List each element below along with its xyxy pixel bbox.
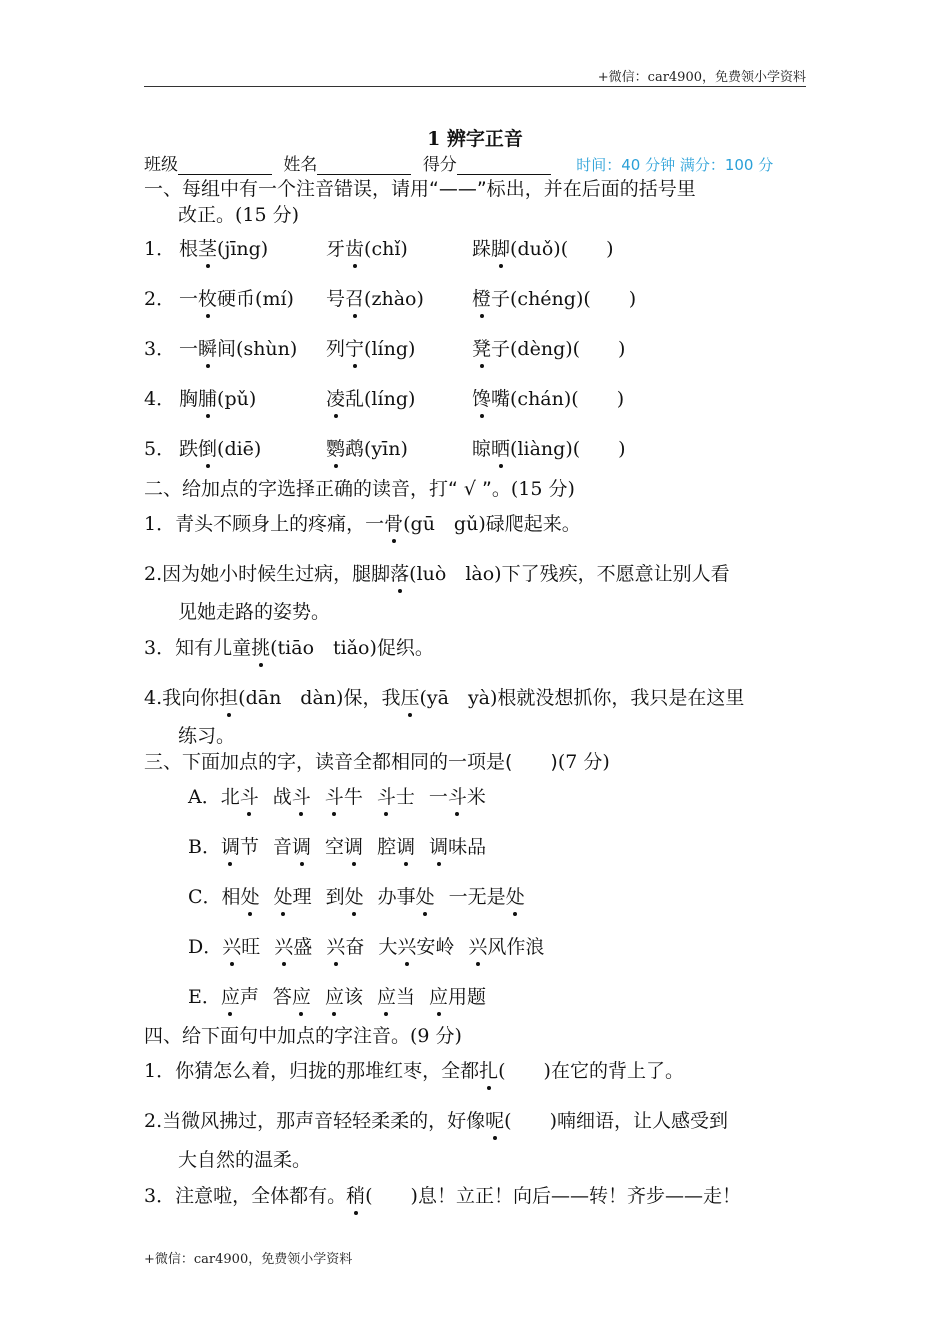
s4-item-2-cont: 大自然的温柔。	[178, 1149, 312, 1171]
name-label: 姓名	[283, 155, 318, 175]
word-char: 办事	[377, 886, 416, 908]
word-pinyin: (diē)	[217, 438, 262, 460]
word-char: 北	[220, 786, 240, 808]
word-char: 晾	[472, 438, 492, 460]
class-blank[interactable]	[178, 156, 272, 175]
option-word	[377, 986, 415, 1008]
section4-heading	[144, 1021, 462, 1048]
option-word	[325, 786, 363, 808]
word-char: 味品	[448, 836, 487, 858]
word-pinyin: 间(shùn)	[217, 338, 298, 360]
s1-row-4-word-b	[326, 384, 415, 411]
s1-row-number: 3．	[144, 338, 176, 360]
dotted-char: 挑	[251, 637, 271, 659]
option-word	[273, 786, 311, 808]
time-score-info: 时间：40 分钟 满分：100 分	[576, 156, 774, 174]
option-word	[429, 986, 486, 1008]
option-word	[429, 836, 486, 858]
class-label: 班级	[144, 155, 178, 175]
dotted-char: 兴	[468, 936, 488, 958]
dotted-char: 呢	[485, 1110, 505, 1132]
s3-option-e	[188, 982, 500, 1009]
word-char: 一	[428, 786, 448, 808]
dotted-char: 应	[429, 986, 449, 1008]
word-char: 号	[326, 288, 346, 310]
word-char: 当	[395, 986, 415, 1008]
word-pinyin: (pǔ)	[217, 388, 257, 410]
dotted-char: 调	[292, 836, 312, 858]
item-text: (dān dàn)保，我	[238, 687, 401, 709]
s1-row-5-word-b	[326, 434, 408, 461]
s1-row-number: 2．	[144, 288, 176, 310]
word-char: 列	[326, 338, 346, 360]
item-text: 你猜怎么着，归拢的那堆红枣，全都	[175, 1060, 480, 1082]
word-char: 答	[272, 986, 292, 1008]
dotted-char: 骨	[384, 513, 404, 535]
item-text: (luò lào)下了残疾，不愿意让别人看	[409, 563, 730, 585]
dotted-char: 担	[219, 687, 239, 709]
s4-item-3	[144, 1181, 741, 1208]
dotted-char: 应	[376, 986, 396, 1008]
section1-score: (15 分)	[235, 204, 300, 226]
word-pinyin: 子(chéng)( )	[491, 288, 637, 310]
s2-item-2	[144, 559, 730, 586]
dotted-char: 兴	[222, 936, 242, 958]
word-char: 音	[273, 836, 293, 858]
dotted-char: 召	[345, 288, 365, 310]
dotted-char: 斗	[376, 786, 396, 808]
option-word	[222, 936, 260, 958]
word-char: 战	[272, 786, 292, 808]
dotted-char: 调	[344, 836, 364, 858]
dotted-char: 橙	[472, 288, 492, 310]
option-word	[377, 786, 415, 808]
section4-heading-text: 四、给下面句中加点的字注音。	[144, 1025, 411, 1047]
dotted-char: 处	[240, 886, 260, 908]
header-rule	[144, 86, 806, 87]
word-char: 跌	[179, 438, 199, 460]
option-word	[221, 786, 259, 808]
s3-option-b	[188, 832, 500, 859]
dotted-char: 斗	[291, 786, 311, 808]
word-pinyin: (zhào)	[364, 288, 424, 310]
s1-row-4-word-c	[472, 384, 624, 411]
word-pinyin: 鹉(yīn)	[345, 438, 408, 460]
option-word	[326, 936, 364, 958]
name-blank[interactable]	[317, 156, 411, 175]
s1-row-1-word-b	[326, 234, 408, 261]
word-char: 安岭	[416, 936, 455, 958]
s1-row-5-word-a	[179, 434, 261, 461]
s3-option-d	[188, 932, 558, 959]
option-word	[273, 836, 311, 858]
section3-score: (7 分)	[557, 751, 610, 773]
item-text: ( )在它的背上了。	[498, 1060, 684, 1082]
dotted-char: 瞬	[198, 338, 218, 360]
dotted-char: 调	[396, 836, 416, 858]
dotted-char: 枚	[198, 288, 218, 310]
word-pinyin: (chǐ)	[364, 238, 408, 260]
item-text: 青头不顾身上的疼痛，一	[175, 513, 385, 535]
word-pinyin: (jīng)	[217, 238, 269, 260]
s1-row-1-word-a	[179, 234, 268, 261]
s1-row-2-word-a	[179, 284, 294, 311]
dotted-char: 调	[429, 836, 449, 858]
option-word	[378, 886, 435, 908]
word-char: 该	[343, 986, 363, 1008]
s1-row-number: 1．	[144, 238, 176, 260]
dotted-char: 凌	[326, 388, 346, 410]
section4-score: (9 分)	[410, 1025, 462, 1047]
item-text: (gū gǔ)碌爬起来。	[403, 513, 581, 535]
option-word	[274, 936, 312, 958]
item-text: 我向你	[162, 687, 220, 709]
word-pinyin: 乱(líng)	[345, 388, 416, 410]
s1-row-1-word-c	[472, 234, 614, 261]
student-info-line	[144, 150, 773, 175]
word-char: 牙	[326, 238, 346, 260]
word-pinyin: 嘴(chán)( )	[491, 388, 625, 410]
section3-heading-text: 三、下面加点的字，读音全都相同的一项是( )	[144, 751, 558, 773]
word-char: 到	[325, 886, 345, 908]
option-word	[222, 886, 260, 908]
option-word	[274, 886, 312, 908]
dotted-char: 兴	[274, 936, 294, 958]
option-word	[273, 986, 311, 1008]
s2-item-3	[144, 633, 434, 660]
score-label: 得分	[422, 155, 457, 175]
item-text: 注意啦，全体都有。	[175, 1185, 347, 1207]
s1-row-3-word-a	[179, 334, 297, 361]
dotted-char: 鹦	[326, 438, 346, 460]
option-word	[325, 836, 363, 858]
dotted-char: 落	[390, 563, 410, 585]
s3-option-c	[188, 882, 539, 909]
dotted-char: 晒	[491, 438, 511, 460]
s1-row-number: 5．	[144, 438, 176, 460]
option-word	[221, 986, 259, 1008]
option-word	[429, 786, 486, 808]
s2-item-4	[144, 683, 744, 710]
dotted-char: 倒	[198, 438, 218, 460]
option-word	[326, 886, 364, 908]
option-label: A．	[188, 786, 221, 808]
word-char: 相	[221, 886, 241, 908]
dotted-char: 斗	[324, 786, 344, 808]
word-char: 风作浪	[487, 936, 545, 958]
item-number: 4.	[144, 687, 163, 709]
dotted-char: 应	[291, 986, 311, 1008]
item-number: 1．	[144, 1060, 176, 1082]
dotted-char: 馋	[472, 388, 492, 410]
dotted-char: 处	[344, 886, 364, 908]
dotted-char: 斗	[447, 786, 467, 808]
option-label: E．	[188, 986, 221, 1008]
score-blank[interactable]	[457, 156, 551, 175]
section2-heading-text: 二、给加点的字选择正确的读音，打“ √ ”。	[144, 478, 511, 500]
word-pinyin: (duǒ)( )	[510, 238, 614, 260]
word-pinyin: 子(dèng)( )	[491, 338, 626, 360]
word-char: 胸	[179, 388, 199, 410]
option-word	[221, 836, 259, 858]
dotted-char: 压	[400, 687, 420, 709]
dotted-char: 兴	[397, 936, 417, 958]
s1-row-2-word-c	[472, 284, 636, 311]
option-label: C．	[188, 886, 222, 908]
section1-heading-cont	[178, 200, 299, 227]
word-char: 声	[239, 986, 259, 1008]
word-pinyin: (liàng)( )	[510, 438, 626, 460]
word-char: 根	[179, 238, 199, 260]
dotted-char: 调	[220, 836, 240, 858]
s1-row-5-word-c	[472, 434, 626, 461]
word-char: 理	[292, 886, 312, 908]
dotted-char: 处	[415, 886, 435, 908]
dotted-char: 脯	[198, 388, 218, 410]
s1-row-2-word-b	[326, 284, 424, 311]
page-title: 1 辨字正音	[427, 128, 523, 150]
s2-item-1	[144, 509, 581, 536]
dotted-char: 应	[220, 986, 240, 1008]
item-number: 3．	[144, 1185, 176, 1207]
option-word	[449, 886, 525, 908]
dotted-char: 扎	[479, 1060, 499, 1082]
word-char: 盛	[293, 936, 313, 958]
option-word	[377, 836, 415, 858]
dotted-char: 宁	[345, 338, 365, 360]
dotted-char: 处	[505, 886, 525, 908]
word-char: 节	[239, 836, 259, 858]
item-text: (tiāo tiǎo)促织。	[270, 637, 434, 659]
item-text: 当微风拂过，那声音轻轻柔柔的，好像	[162, 1110, 486, 1132]
word-char: 米	[466, 786, 486, 808]
s1-row-3-word-b	[326, 334, 415, 361]
footer-note: +微信：car4900，免费领小学资料	[144, 1252, 353, 1267]
word-char: 奋	[345, 936, 365, 958]
dotted-char: 凳	[472, 338, 492, 360]
dotted-char: 脚	[491, 238, 511, 260]
item-text: ( )息！立正！向后——转！齐步——走！	[365, 1185, 741, 1207]
word-char: 士	[395, 786, 415, 808]
s2-item-2-cont: 见她走路的姿势。	[178, 601, 331, 623]
dotted-char: 斗	[239, 786, 259, 808]
option-word	[378, 936, 454, 958]
word-pinyin: (líng)	[364, 338, 416, 360]
word-char: 一	[179, 338, 199, 360]
word-char: 大	[378, 936, 398, 958]
item-number: 2.	[144, 1110, 163, 1132]
word-char: 牛	[343, 786, 363, 808]
item-text: 因为她小时候生过病，腿脚	[162, 563, 391, 585]
option-word	[468, 936, 544, 958]
s1-row-4-word-a	[179, 384, 256, 411]
section1-heading-text: 一、每组中有一个注音错误，请用“——”标出，并在后面的括号里	[144, 178, 696, 200]
option-word	[325, 986, 363, 1008]
s4-item-2	[144, 1106, 728, 1133]
word-char: 一无是	[448, 886, 506, 908]
section2-score: (15 分)	[510, 478, 575, 500]
option-label: B．	[188, 836, 221, 858]
section1-heading	[144, 174, 696, 201]
item-number: 1．	[144, 513, 176, 535]
dotted-char: 齿	[345, 238, 365, 260]
s2-item-4-cont: 练习。	[178, 725, 236, 747]
s4-item-1	[144, 1056, 684, 1083]
word-pinyin: 硬币(mí)	[217, 288, 294, 310]
dotted-char: 茎	[198, 238, 218, 260]
dotted-char: 兴	[326, 936, 346, 958]
dotted-char: 处	[273, 886, 293, 908]
s3-option-a	[188, 782, 500, 809]
s1-row-3-word-c	[472, 334, 625, 361]
section3-heading	[144, 747, 610, 774]
s1-row-number: 4．	[144, 388, 176, 410]
word-char: 旺	[241, 936, 261, 958]
word-char: 腔	[377, 836, 397, 858]
word-char: 用题	[448, 986, 487, 1008]
header-note: +微信：car4900，免费领小学资料	[597, 70, 806, 85]
word-char: 一	[179, 288, 199, 310]
dotted-char: 应	[324, 986, 344, 1008]
item-text: (yā yà)根就没想抓你，我只是在这里	[419, 687, 745, 709]
option-label: D．	[188, 936, 223, 958]
section1-heading-cont-text: 改正。	[178, 204, 236, 226]
dotted-char: 稍	[346, 1185, 366, 1207]
word-char: 跺	[472, 238, 492, 260]
item-text: ( )喃细语，让人感受到	[504, 1110, 728, 1132]
section2-heading	[144, 474, 575, 501]
word-char: 空	[325, 836, 345, 858]
item-text: 知有儿童	[175, 637, 252, 659]
item-number: 2.	[144, 563, 163, 585]
item-number: 3．	[144, 637, 176, 659]
